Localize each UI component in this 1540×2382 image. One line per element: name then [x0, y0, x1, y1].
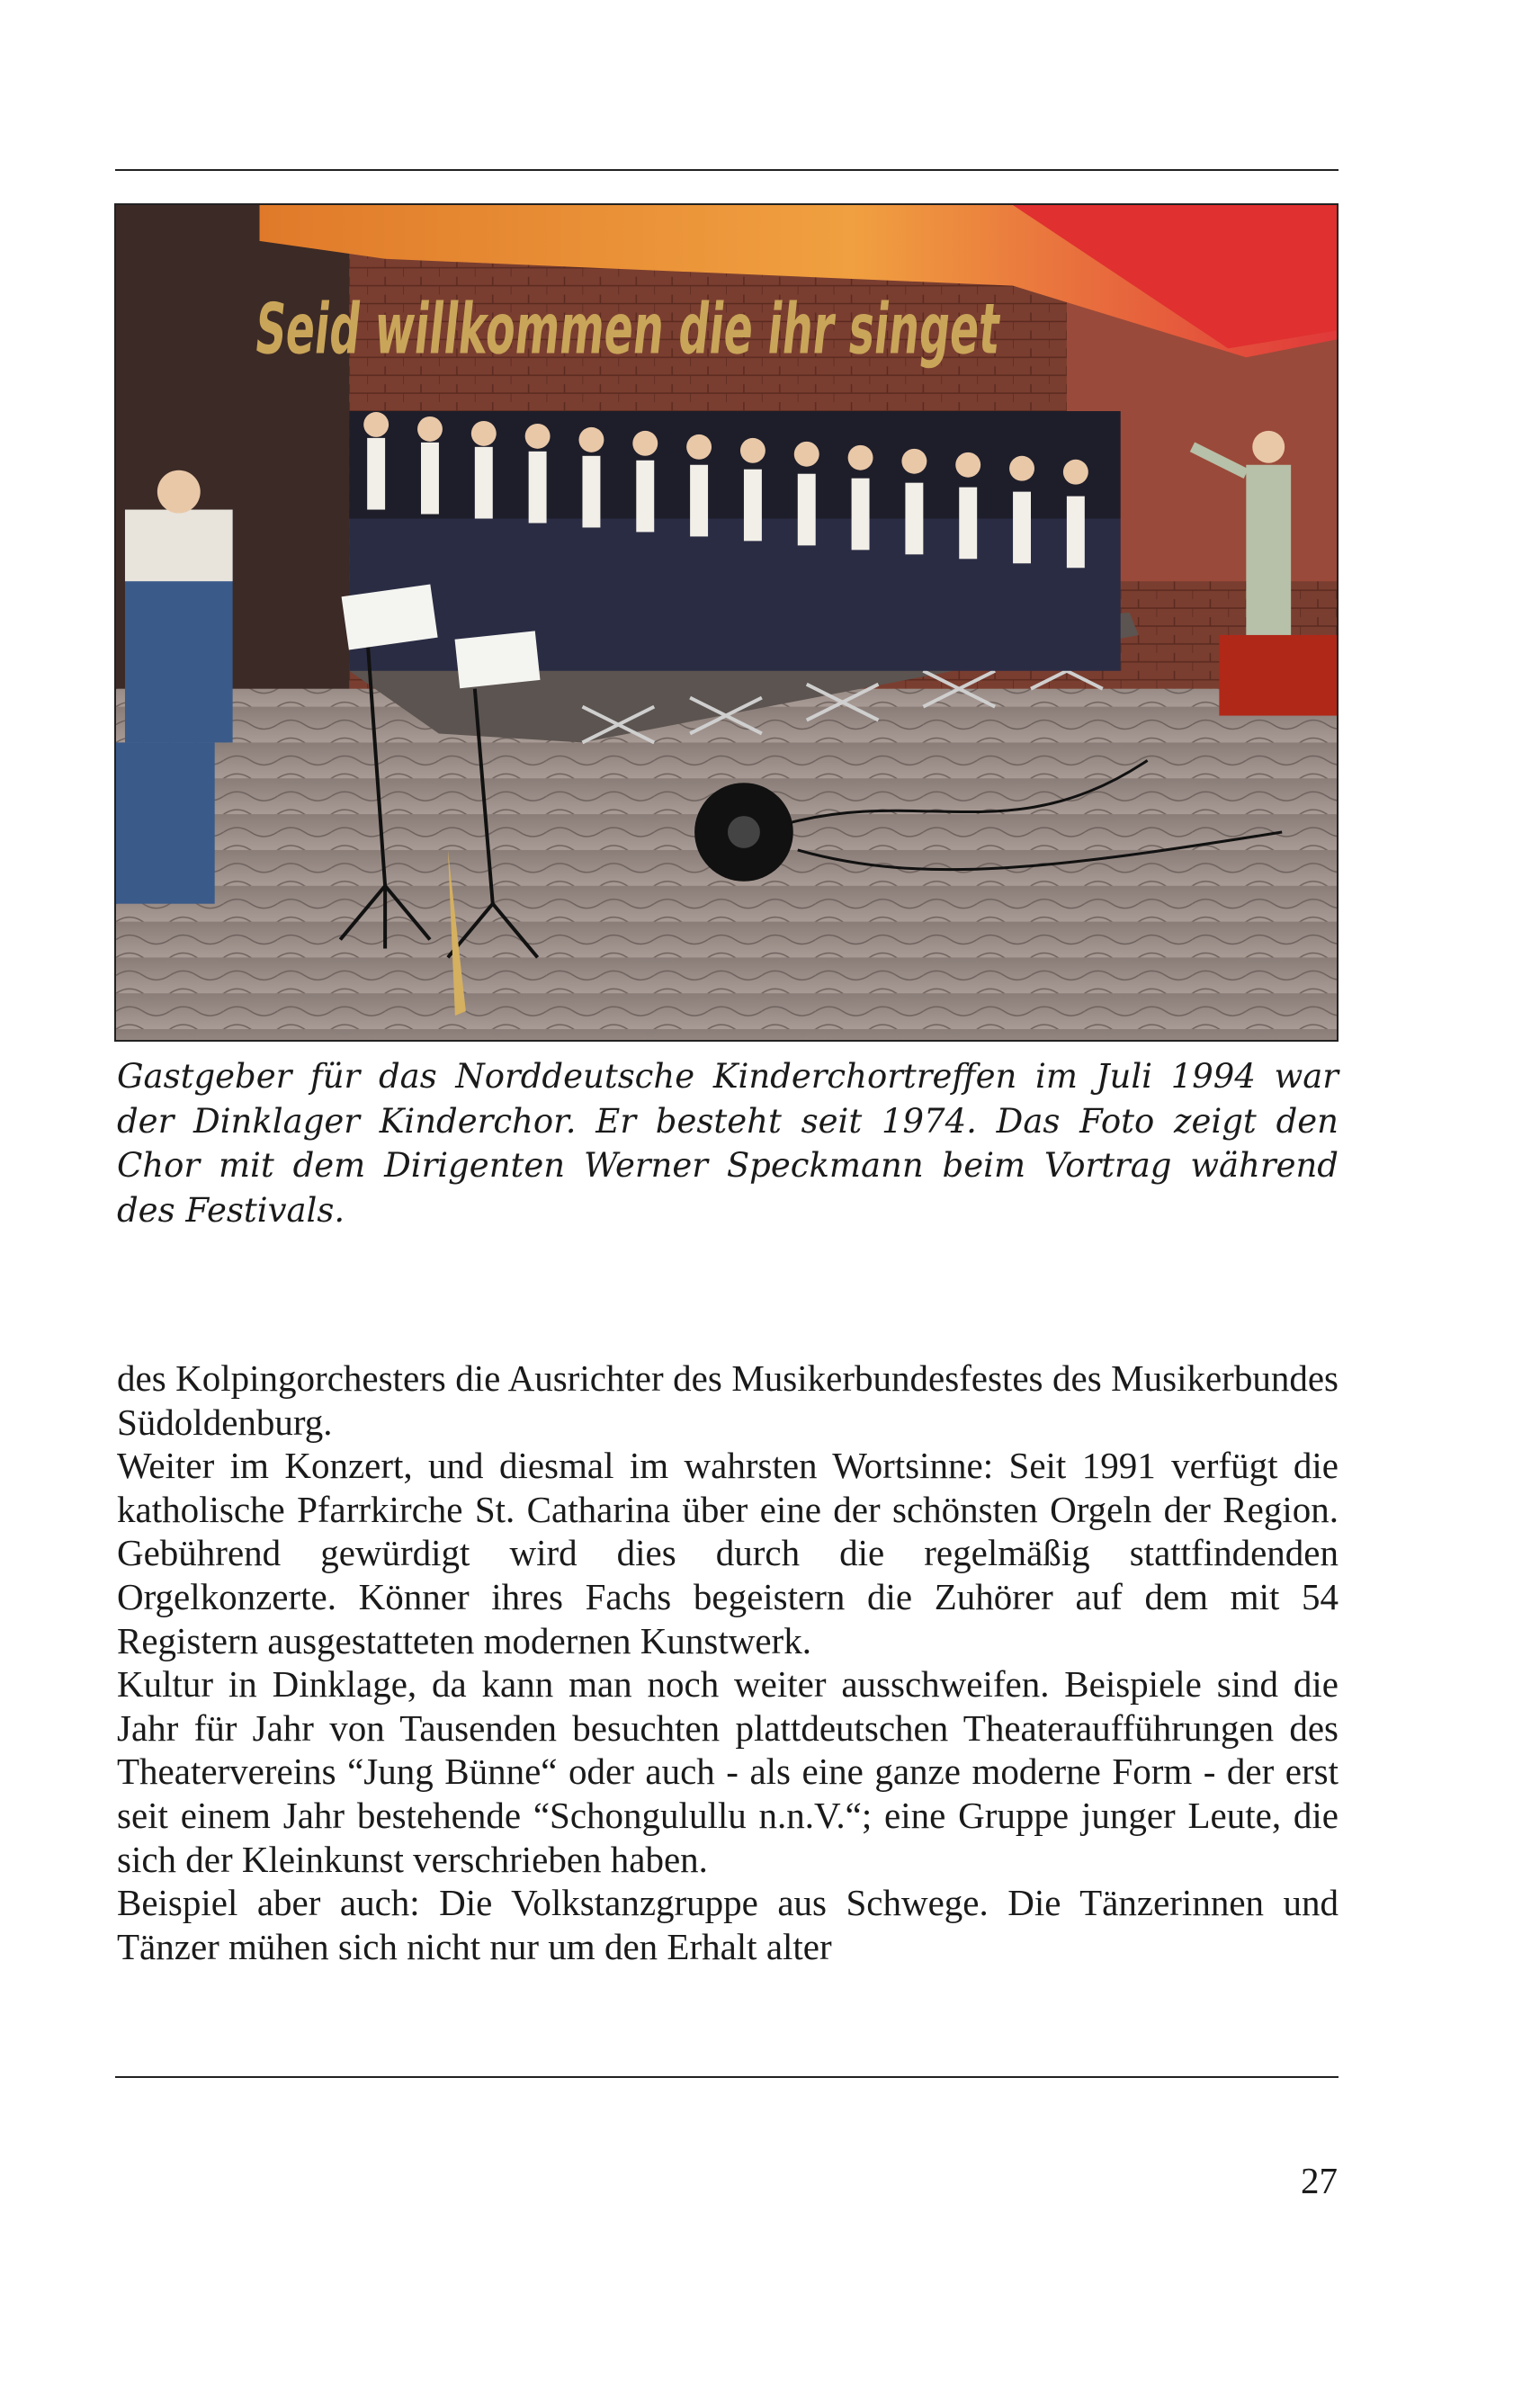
- paragraph: Kultur in Dinklage, da kann man noch weiter ausschweifen. Beispiele sind die Jahr für Jahr von Tausenden besuchten plattdeutschen Theateraufführungen des Theatervereins “Jung Bünne“ oder auch - als eine ganze moderne Form - der erst seit einem Jahr bestehende “Schongulullu n.n.V.“; eine Gruppe junger Leute, die sich der Kleinkunst verschrieben haben.: [117, 1663, 1339, 1880]
- photo-caption: Gastgeber für das Norddeutsche Kinderchortreffen im Juli 1994 war der Dinklager Kinderchor. Er besteht seit 1974. Das Foto zeigt den Chor mit dem Dirigenten Werner Speckmann beim Vortrag während des Festivals.: [117, 1057, 1339, 1230]
- choir-photo: [114, 203, 1478, 1042]
- svg-text:Seid willkommen die ihr singet: Seid willkommen die ihr singet: [251, 289, 1478, 371]
- paragraph: Beispiel aber auch: Die Volkstanzgruppe aus Schwege. Die Tänzerinnen und Tänzer mühen sich nicht nur um den Erhalt alter: [117, 1882, 1339, 1967]
- page-number: 27: [1301, 2160, 1338, 2201]
- body-text: [117, 1357, 1339, 1968]
- paragraph: Weiter im Konzert, und diesmal im wahrsten Wortsinne: Seit 1991 verfügt die katholische Pfarrkirche St. Catharina über eine der schönsten Orgeln der Region. Gebührend gewürdigt wird dies durch die regelmäßig stattfindenden Orgelkonzerte. Könner ihres Fachs begeistern die Zuhörer auf dem mit 54 Registern ausgestatteten modernen Kunstwerk.: [117, 1445, 1339, 1661]
- paragraph: des Kolpingorchesters die Ausrichter des Musikerbundesfestes des Musikerbundes Südoldenburg.: [117, 1357, 1339, 1443]
- top-rule: [115, 169, 1339, 171]
- bottom-rule: [115, 2076, 1339, 2078]
